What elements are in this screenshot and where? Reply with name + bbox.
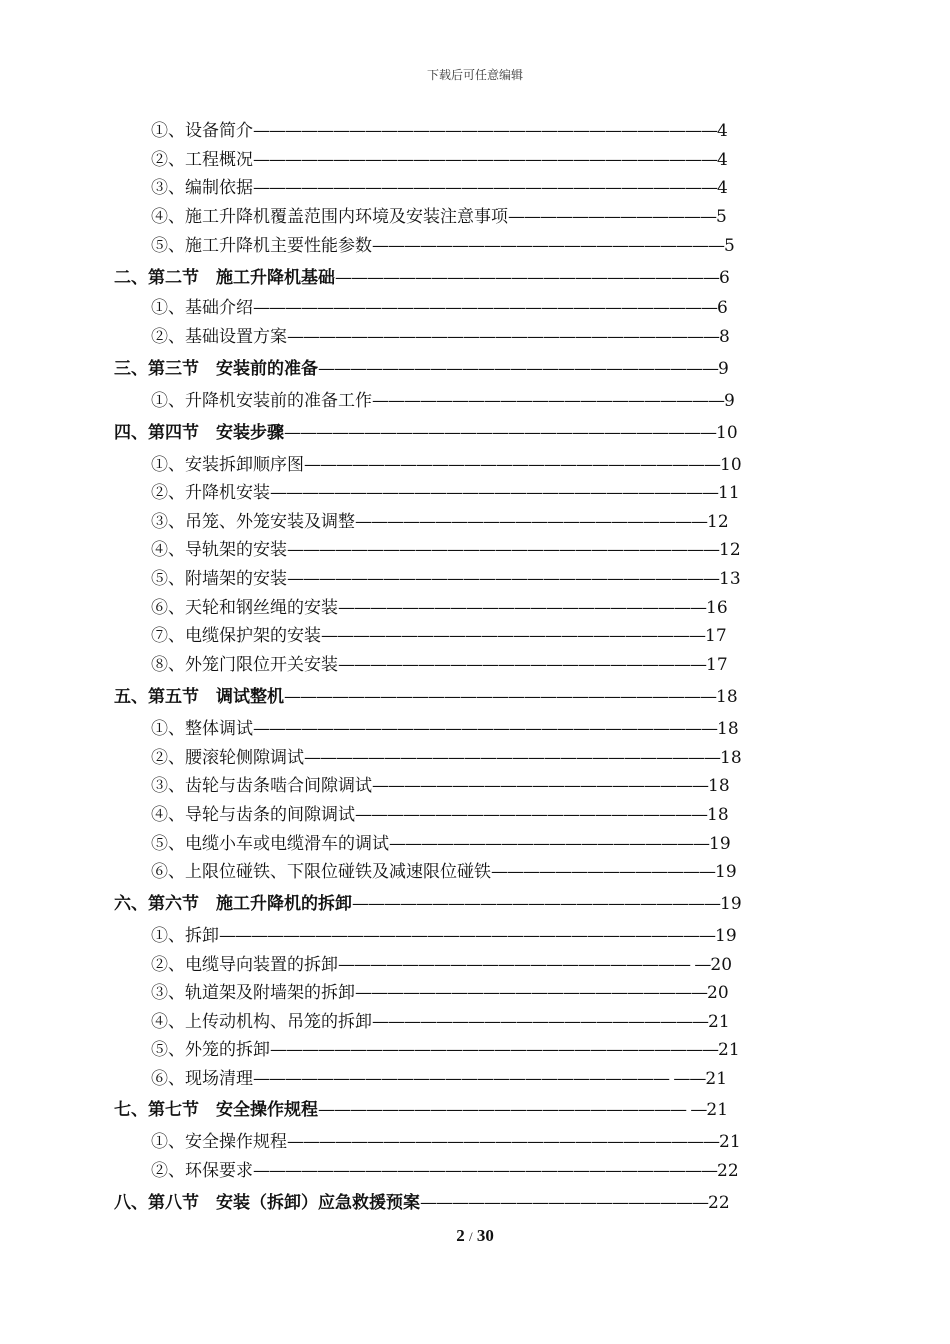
toc-page-number: 17 [705, 626, 727, 646]
toc-subsection-entry[interactable] [151, 452, 742, 478]
toc-page-number: 4 [717, 121, 728, 141]
toc-entry-title: ①、安装拆卸顺序图 [151, 455, 304, 475]
toc-page-number: 11 [718, 483, 740, 503]
toc-entry-title: ①、拆卸 [151, 926, 219, 946]
toc-page-number: 16 [706, 598, 728, 618]
toc-leader-line: ——————————————————————— — [318, 1100, 707, 1120]
toc-entry-title: 四、第四节 安装步骤 [114, 423, 284, 443]
toc-section-entry[interactable] [114, 356, 729, 382]
toc-leader-line: ————————————————————————————— [253, 1161, 717, 1181]
toc-leader-line: —————————————————————————— —— [253, 1069, 706, 1089]
toc-entry-title: 六、第六节 施工升降机的拆卸 [114, 894, 352, 914]
toc-entry-title: ⑥、天轮和钢丝绳的安装 [151, 598, 338, 618]
toc-leader-line: ———————————————————————————— [270, 1040, 718, 1060]
total-pages: 30 [476, 1226, 494, 1245]
toc-leader-line: —————————————————— [420, 1193, 708, 1213]
toc-leader-line: —————————————————————— [355, 805, 707, 825]
toc-subsection-entry[interactable] [151, 831, 731, 857]
toc-page-number: 5 [716, 207, 727, 227]
toc-subsection-entry[interactable] [151, 1037, 740, 1063]
current-page: 2 [456, 1226, 465, 1245]
toc-entry-title: 五、第五节 调试整机 [114, 687, 284, 707]
toc-leader-line: —————————————————————————— [304, 455, 720, 475]
toc-page-number: 21 [706, 1100, 729, 1120]
toc-subsection-entry[interactable] [151, 1009, 730, 1035]
toc-entry-title: ⑦、电缆保护架的安装 [151, 626, 321, 646]
toc-page-number: 6 [717, 298, 728, 318]
toc-subsection-entry[interactable] [151, 980, 729, 1006]
toc-entry-title: ①、基础介绍 [151, 298, 253, 318]
toc-entry-title: 八、第八节 安装（拆卸）应急救援预案 [114, 1193, 420, 1213]
toc-entry-title: ①、升降机安装前的准备工作 [151, 391, 372, 411]
toc-page-number: 5 [724, 236, 735, 256]
toc-page-number: 19 [715, 862, 737, 882]
toc-page-number: 6 [719, 268, 730, 288]
toc-subsection-entry[interactable] [151, 1158, 739, 1184]
toc-page-number: 9 [718, 359, 729, 379]
toc-subsection-entry[interactable] [151, 623, 727, 649]
toc-page-number: 21 [718, 1040, 740, 1060]
toc-subsection-entry[interactable] [151, 773, 730, 799]
toc-page-number: 22 [717, 1161, 739, 1181]
toc-subsection-entry[interactable] [151, 480, 740, 506]
toc-leader-line: ——————————————————————— [338, 655, 706, 675]
toc-entry-title: ②、环保要求 [151, 1161, 253, 1181]
toc-page-number: 10 [720, 455, 742, 475]
toc-section-entry[interactable] [114, 1097, 728, 1123]
page-number [0, 1226, 950, 1246]
toc-entry-title: ①、设备简介 [151, 121, 253, 141]
toc-entry-title: ②、工程概况 [151, 150, 253, 170]
toc-leader-line: ———————————————————— [389, 834, 709, 854]
toc-subsection-entry[interactable] [151, 566, 741, 592]
toc-subsection-entry[interactable] [151, 233, 735, 259]
toc-entry-title: ⑤、电缆小车或电缆滑车的调试 [151, 834, 389, 854]
toc-leader-line: —————————————————————— — [338, 955, 711, 975]
toc-subsection-entry[interactable] [151, 537, 741, 563]
toc-entry-title: ⑤、附墙架的安装 [151, 569, 287, 589]
toc-leader-line: ————————————————————————————— [253, 150, 717, 170]
toc-subsection-entry[interactable] [151, 175, 728, 201]
toc-page-number: 21 [719, 1132, 741, 1152]
toc-subsection-entry[interactable] [151, 295, 728, 321]
toc-page-number: 10 [716, 423, 738, 443]
toc-section-entry[interactable] [114, 420, 738, 446]
toc-page-number: 18 [717, 719, 739, 739]
toc-leader-line: ——————————————————————————— [287, 1132, 719, 1152]
toc-leader-line: —————————————— [491, 862, 715, 882]
toc-entry-title: ③、吊笼、外笼安装及调整 [151, 512, 355, 532]
toc-entry-title: ④、施工升降机覆盖范围内环境及安装注意事项 [151, 207, 508, 227]
toc-entry-title: ④、上传动机构、吊笼的拆卸 [151, 1012, 372, 1032]
toc-leader-line: ——————————————————————————— [284, 423, 716, 443]
toc-entry-title: ②、升降机安装 [151, 483, 270, 503]
toc-page-number: 22 [708, 1193, 730, 1213]
toc-entry-title: ⑥、上限位碰铁、下限位碰铁及减速限位碰铁 [151, 862, 491, 882]
toc-leader-line: ————————————————————————— [318, 359, 718, 379]
toc-leader-line: ————————————————————— [372, 1012, 708, 1032]
toc-subsection-entry[interactable] [151, 118, 728, 144]
toc-subsection-entry[interactable] [151, 595, 728, 621]
toc-entry-title: ⑤、施工升降机主要性能参数 [151, 236, 372, 256]
toc-leader-line: —————————————————————————— [304, 748, 720, 768]
toc-entry-title: ⑥、现场清理 [151, 1069, 253, 1089]
toc-leader-line: ——————————————————————————— [287, 540, 719, 560]
toc-subsection-entry[interactable] [151, 652, 728, 678]
toc-page-number: 4 [717, 150, 728, 170]
toc-entry-title: ②、腰滚轮侧隙调试 [151, 748, 304, 768]
toc-page-number: 20 [707, 983, 729, 1003]
toc-leader-line: ———————————————————————— [335, 268, 719, 288]
toc-page-number: 12 [707, 512, 729, 532]
toc-page-number: 21 [708, 1012, 730, 1032]
toc-entry-title: ③、轨道架及附墙架的拆卸 [151, 983, 355, 1003]
toc-leader-line: —————————————————————— [372, 391, 724, 411]
toc-page-number: 18 [720, 748, 742, 768]
toc-leader-line: ————————————————————————————— [253, 719, 717, 739]
toc-page-number: 17 [706, 655, 728, 675]
toc-subsection-entry[interactable] [151, 1066, 727, 1092]
toc-section-entry[interactable] [114, 891, 742, 917]
toc-page-number: 18 [708, 776, 730, 796]
toc-subsection-entry[interactable] [151, 147, 728, 173]
toc-entry-title: ③、齿轮与齿条啮合间隙调试 [151, 776, 372, 796]
toc-page-number: 18 [707, 805, 729, 825]
toc-page-number: 20 [710, 955, 733, 975]
toc-subsection-entry[interactable] [151, 952, 732, 978]
toc-entry-title: ③、编制依据 [151, 178, 253, 198]
toc-subsection-entry[interactable] [151, 802, 729, 828]
toc-entry-title: ④、导轨架的安装 [151, 540, 287, 560]
toc-page-number: 8 [719, 327, 730, 347]
toc-subsection-entry[interactable] [151, 324, 730, 350]
toc-page-number: 9 [724, 391, 735, 411]
toc-leader-line: —————————————————————— [372, 236, 724, 256]
toc-subsection-entry[interactable] [151, 923, 737, 949]
toc-page-number: 4 [717, 178, 728, 198]
toc-entry-title: 二、第二节 施工升降机基础 [114, 268, 335, 288]
toc-leader-line: ——————————————————————— [352, 894, 720, 914]
toc-section-entry[interactable] [114, 265, 730, 291]
toc-entry-title: ②、基础设置方案 [151, 327, 287, 347]
toc-entry-title: ②、电缆导向装置的拆卸 [151, 955, 338, 975]
toc-subsection-entry[interactable] [151, 745, 742, 771]
toc-section-entry[interactable] [114, 684, 738, 710]
toc-section-entry[interactable] [114, 1190, 730, 1216]
toc-entry-title: ①、整体调试 [151, 719, 253, 739]
toc-leader-line: ————————————————————————————— [253, 298, 717, 318]
toc-subsection-entry[interactable] [151, 716, 739, 742]
toc-leader-line: ————————————————————————————— [253, 178, 717, 198]
toc-entry-title: ④、导轮与齿条的间隙调试 [151, 805, 355, 825]
toc-leader-line: ———————————————————————————— [270, 483, 718, 503]
toc-entry-title: ⑤、外笼的拆卸 [151, 1040, 270, 1060]
toc-leader-line: ——————————————————————————————— [219, 926, 715, 946]
toc-page-number: 19 [709, 834, 731, 854]
toc-entry-title: ⑧、外笼门限位开关安装 [151, 655, 338, 675]
toc-leader-line: ————————————————————————————— [253, 121, 717, 141]
toc-leader-line: ————————————— [508, 207, 716, 227]
toc-entry-title: 七、第七节 安全操作规程 [114, 1100, 318, 1120]
toc-entry-title: 三、第三节 安装前的准备 [114, 359, 318, 379]
toc-leader-line: —————————————————————— [355, 983, 707, 1003]
toc-subsection-entry[interactable] [151, 509, 729, 535]
toc-leader-line: ————————————————————— [372, 776, 708, 796]
toc-page-number: 13 [719, 569, 741, 589]
toc-page-number: 18 [716, 687, 738, 707]
toc-page-number: 21 [705, 1069, 728, 1089]
toc-page-number: 19 [715, 926, 737, 946]
toc-subsection-entry[interactable] [151, 859, 737, 885]
toc-leader-line: —————————————————————— [355, 512, 707, 532]
toc-subsection-entry[interactable] [151, 204, 727, 230]
toc-leader-line: ——————————————————————————— [284, 687, 716, 707]
toc-subsection-entry[interactable] [151, 1129, 741, 1155]
toc-page-number: 12 [719, 540, 741, 560]
toc-leader-line: ——————————————————————————— [287, 569, 719, 589]
toc-leader-line: ———————————————————————— [321, 626, 705, 646]
toc-page-number: 19 [720, 894, 742, 914]
toc-subsection-entry[interactable] [151, 388, 735, 414]
toc-leader-line: ——————————————————————————— [287, 327, 719, 347]
page-separator: / [468, 1229, 473, 1244]
toc-entry-title: ①、安全操作规程 [151, 1132, 287, 1152]
toc-leader-line: ——————————————————————— [338, 598, 706, 618]
page-header: 下载后可任意编辑 [426, 68, 523, 82]
